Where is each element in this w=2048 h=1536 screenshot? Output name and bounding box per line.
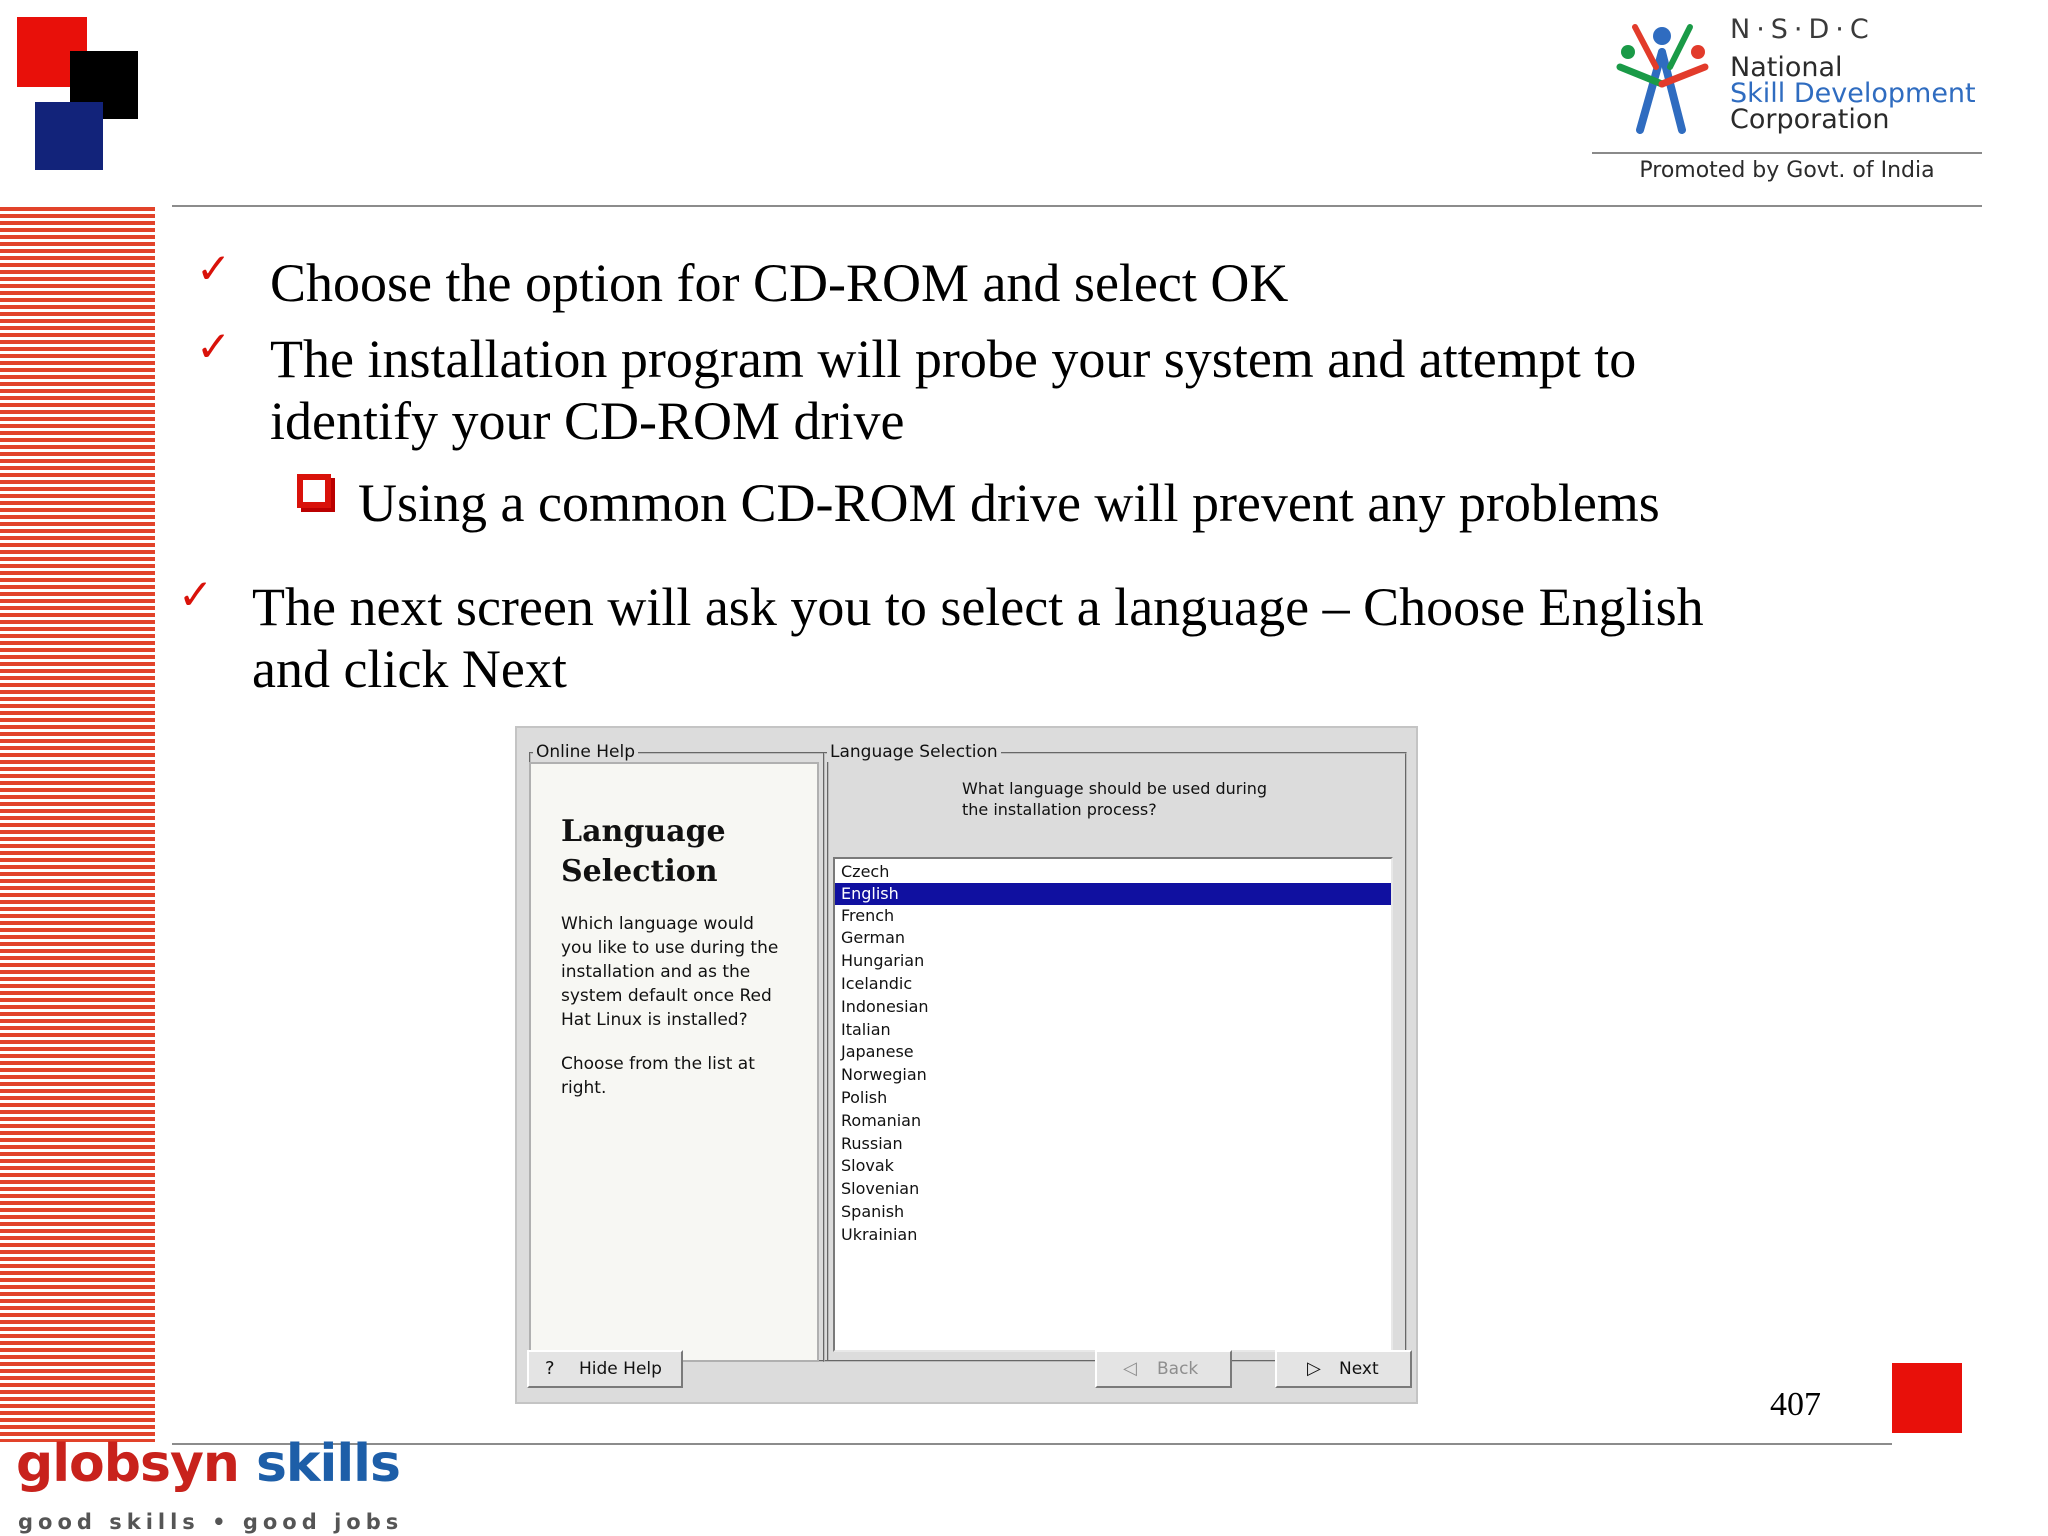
next-button[interactable]: ▷ Next <box>1275 1350 1412 1388</box>
next-arrow-icon: ▷ <box>1307 1358 1321 1379</box>
bullet-3-line-2: and click Next <box>252 639 567 699</box>
striped-side-band <box>0 207 155 1442</box>
checkmark-icon: ✓ <box>196 322 232 371</box>
bullet-2-line-2: identify your CD-ROM drive <box>270 391 905 451</box>
back-arrow-icon: ◁ <box>1123 1358 1137 1379</box>
nsdc-promoted-text: Promoted by Govt. of India <box>1639 158 1935 183</box>
bullet-2-line-1: The installation program will probe your system and attempt to <box>270 329 1637 389</box>
nsdc-name-line-2: Skill Development <box>1730 78 1976 109</box>
language-option[interactable]: Japanese <box>841 1042 914 1061</box>
bullet-3-line-1: The next screen will ask you to select a language – Choose English <box>252 577 1704 637</box>
language-option[interactable]: Hungarian <box>841 951 925 970</box>
back-button[interactable]: ◁ Back <box>1095 1350 1232 1388</box>
language-option[interactable]: Italian <box>841 1020 891 1039</box>
help-body-text-2: Choose from the list at right. <box>561 1054 755 1098</box>
language-prompt: What language should be used during the installation process? <box>962 779 1268 819</box>
help-icon: ? <box>545 1358 555 1379</box>
checkmark-icon: ✓ <box>196 244 232 293</box>
language-option-selected[interactable]: English <box>835 883 1391 905</box>
language-option[interactable]: Romanian <box>841 1111 922 1130</box>
sub-bullet-text: Using a common CD-ROM drive will prevent any problems <box>358 473 1660 533</box>
language-option[interactable]: Icelandic <box>841 974 913 993</box>
help-pane <box>529 762 819 1362</box>
footer-square-red <box>1892 1363 1962 1433</box>
language-option[interactable]: Czech <box>841 862 890 881</box>
help-title-line-1: Language <box>561 814 726 849</box>
language-option[interactable]: French <box>841 906 895 925</box>
bullet-1-text: Choose the option for CD-ROM and select OK <box>270 253 1289 313</box>
nsdc-divider <box>1592 152 1982 154</box>
language-option[interactable]: Slovak <box>841 1156 894 1175</box>
online-help-label: Online Help <box>533 742 638 762</box>
nsdc-name-line-1: National <box>1730 52 1843 83</box>
language-option[interactable]: Polish <box>841 1088 888 1107</box>
page-number: 407 <box>1770 1386 1821 1423</box>
hide-help-button[interactable]: ? Hide Help <box>527 1350 683 1388</box>
language-option[interactable]: Norwegian <box>841 1065 927 1084</box>
checkmark-icon: ✓ <box>178 570 214 619</box>
header-divider <box>172 205 1982 207</box>
globsyn-logo: globsyn skills <box>16 1434 400 1494</box>
installer-screenshot <box>515 726 1418 1404</box>
checkbox-square-icon <box>297 474 331 508</box>
language-listbox[interactable] <box>833 857 1393 1352</box>
logo-square-blue <box>35 102 103 170</box>
language-selection-label: Language Selection <box>827 742 1001 762</box>
brand-tagline: good skills • good jobs <box>18 1510 404 1534</box>
language-option[interactable]: Spanish <box>841 1202 905 1221</box>
language-option[interactable]: Slovenian <box>841 1179 920 1198</box>
nsdc-name-line-3: Corporation <box>1730 104 1890 135</box>
help-body-text: Which language would you like to use during the installation and as the system default once Red Hat Linux is installed? <box>561 914 779 1030</box>
language-option[interactable]: Indonesian <box>841 997 929 1016</box>
language-option[interactable]: Russian <box>841 1134 903 1153</box>
footer-divider <box>172 1443 1892 1445</box>
language-option[interactable]: Ukrainian <box>841 1225 918 1244</box>
language-option[interactable]: German <box>841 928 906 947</box>
nsdc-abbreviation: N·S·D·C <box>1730 14 1875 45</box>
help-title-line-2: Selection <box>561 854 718 889</box>
